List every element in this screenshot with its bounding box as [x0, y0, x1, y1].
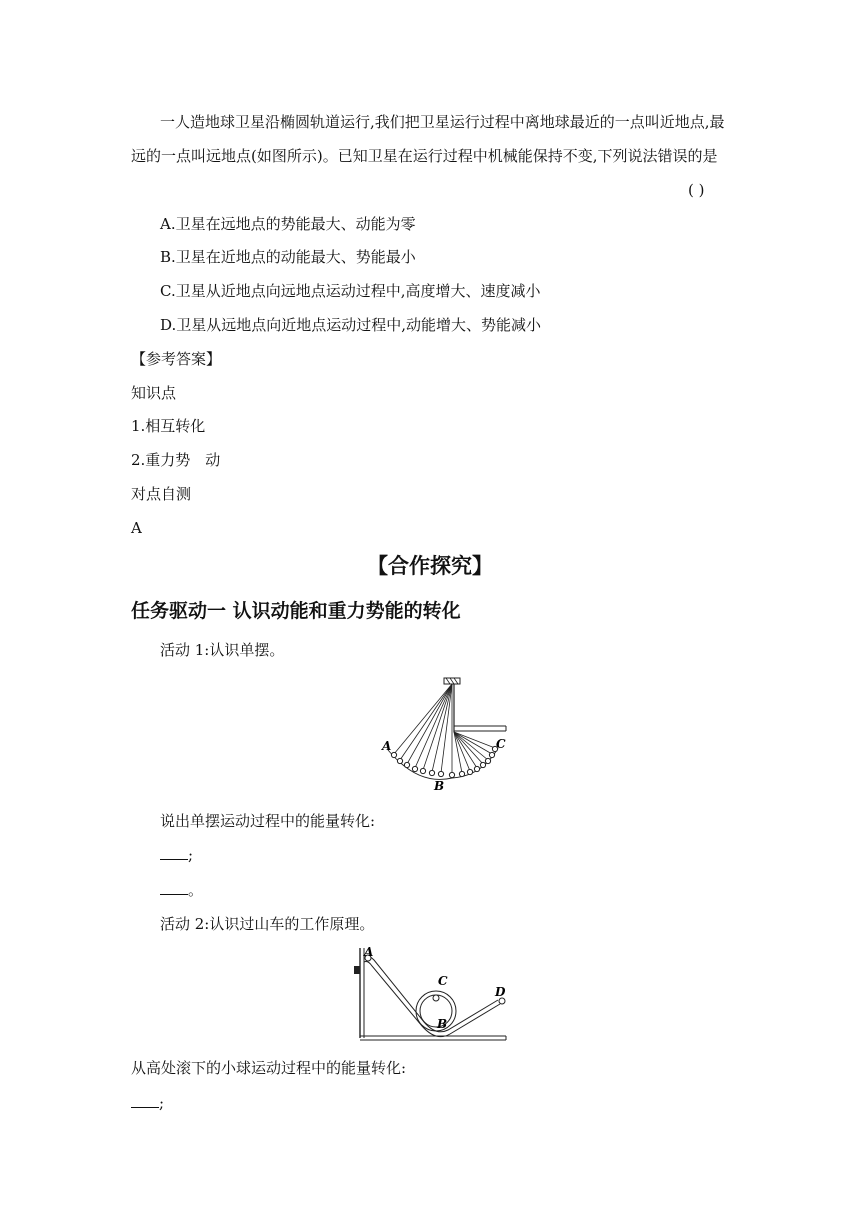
blank-2-end: 。: [188, 881, 204, 899]
self-test-answer: A: [131, 519, 142, 537]
answer-bracket: ( ): [688, 181, 705, 199]
blank-line[interactable]: [131, 1093, 159, 1108]
knowledge-label: 知识点: [131, 384, 177, 402]
prompt-2: 从高处滚下的小球运动过程中的能量转化:: [131, 1059, 407, 1077]
question-line-1: 一人造地球卫星沿椭圆轨道运行,我们把卫星运行过程中离地球最近的一点叫近地点,最: [160, 113, 725, 131]
track-label-d: D: [495, 985, 506, 999]
knowledge-item-1: 1.相互转化: [131, 417, 206, 435]
pendulum-label-a: A: [382, 739, 392, 753]
option-a: A.卫星在远地点的势能最大、动能为零: [160, 215, 416, 233]
activity-1-label: 活动 1:认识单摆。: [160, 641, 285, 659]
answer-blank-3[interactable]: [131, 1093, 164, 1113]
track-label-c: C: [438, 974, 448, 988]
question-line-2: 远的一点叫远地点(如图所示)。已知卫星在运行过程中机械能保持不变,下列说法错误的是: [131, 147, 718, 165]
blank-line[interactable]: [160, 845, 188, 860]
option-c: C.卫星从近地点向远地点运动过程中,高度增大、速度减小: [160, 282, 541, 300]
section-title: 【合作探究】: [367, 554, 493, 578]
track-label-b: B: [437, 1017, 448, 1031]
option-d: D.卫星从远地点向近地点运动过程中,动能增大、势能减小: [160, 316, 542, 334]
knowledge-item-2: 2.重力势 动: [131, 451, 221, 469]
prompt-1: 说出单摆运动过程中的能量转化:: [160, 812, 376, 830]
track-figure: [352, 944, 510, 1044]
track-label-a: A: [364, 945, 374, 959]
blank-line[interactable]: [160, 880, 188, 895]
self-test-label: 对点自测: [131, 485, 192, 503]
blank-1-end: ;: [188, 846, 194, 864]
pendulum-label-b: B: [434, 779, 445, 793]
pendulum-figure: [378, 676, 512, 796]
task-title: 任务驱动一 认识动能和重力势能的转化: [131, 600, 461, 622]
answer-blank-2[interactable]: [160, 880, 203, 900]
reference-title: 【参考答案】: [131, 350, 222, 368]
blank-3-end: ;: [159, 1094, 165, 1112]
activity-2-label: 活动 2:认识过山车的工作原理。: [160, 915, 375, 933]
option-b: B.卫星在近地点的动能最大、势能最小: [160, 248, 416, 266]
answer-blank-1[interactable]: [160, 845, 193, 865]
pendulum-label-c: C: [496, 737, 506, 751]
